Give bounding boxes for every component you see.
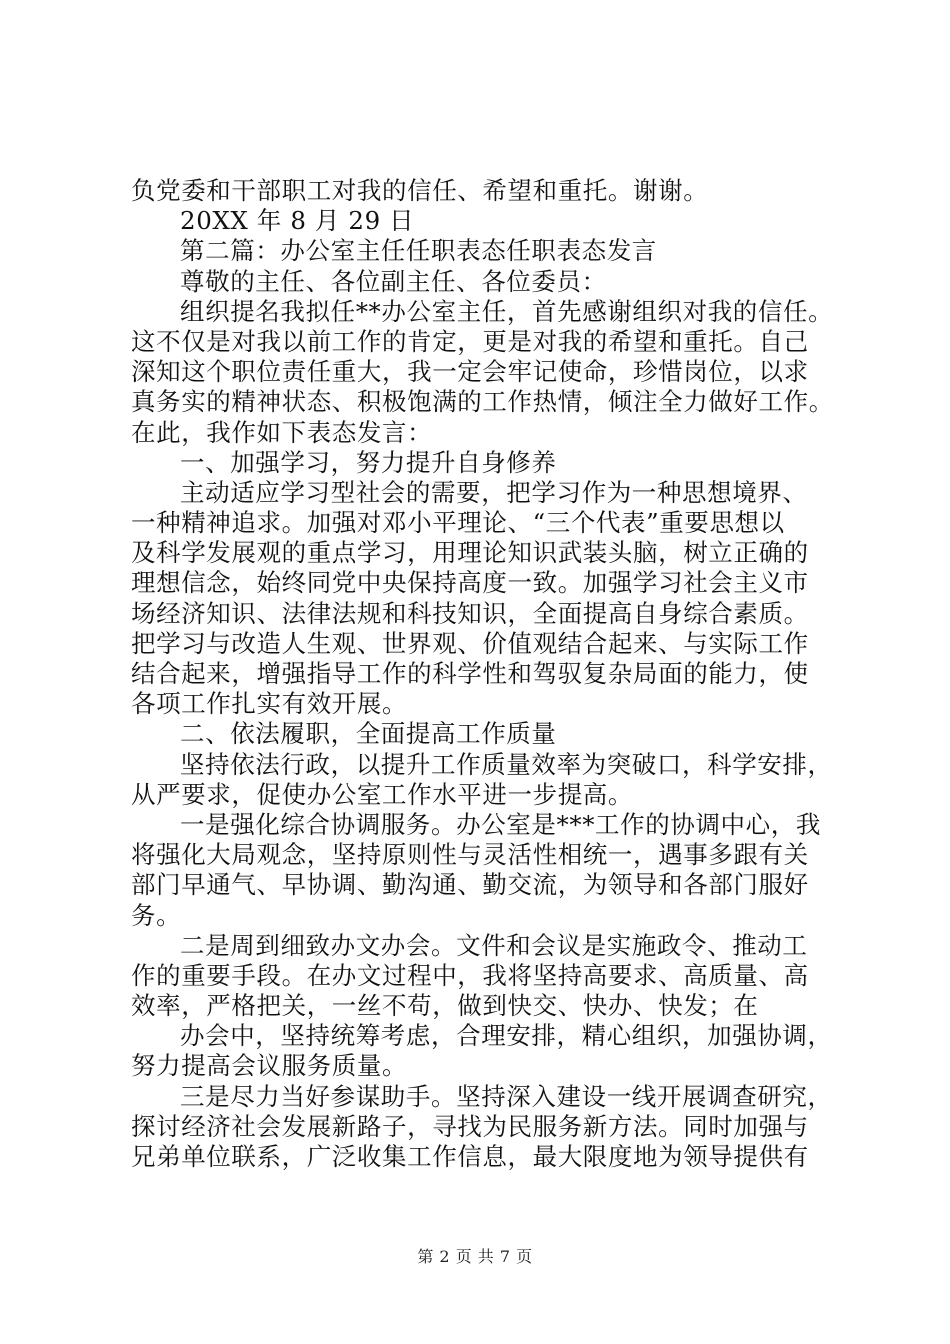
text-line: 务。 [131, 900, 182, 930]
text-line: 二、依法履职，全面提高工作质量 [180, 719, 557, 749]
text-line: 负党委和干部职工对我的信任、希望和重托。谢谢。 [131, 176, 709, 205]
text-line: 各项工作扎实有效开展。 [131, 689, 408, 719]
text-line: 把学习与改造人生观、世界观、价值观结合起来、与实际工作 [131, 628, 809, 658]
text-line: 在此，我作如下表态发言： [131, 417, 433, 447]
text-line: 尊敬的主任、各位副主任、各位委员： [180, 266, 607, 296]
text-line: 二是周到细致办文办会。文件和会议是实施政令、推动工 [180, 930, 808, 960]
text-line: 一是强化综合协调服务。办公室是***工作的协调中心，我 [180, 809, 821, 839]
text-line: 探讨经济社会发展新路子，寻找为民服务新方法。同时加强与 [131, 1111, 809, 1141]
text-line: 兄弟单位联系，广泛收集工作信息，最大限度地为领导提供有 [131, 1142, 809, 1171]
text-line: 及科学发展观的重点学习，用理论知识武装头脑，树立正确的 [131, 538, 809, 568]
text-line: 结合起来，增强指导工作的科学性和驾驭复杂局面的能力，使 [131, 659, 809, 688]
text-line: 一种精神追求。加强对邓小平理论、“三个代表”重要思想以 [131, 508, 785, 538]
text-line: 一、加强学习，努力提升自身修养 [180, 447, 557, 477]
text-line: 这不仅是对我以前工作的肯定，更是对我的希望和重托。自己 [131, 326, 809, 356]
text-line: 20XX 年 8 月 29 日 [180, 206, 415, 236]
text-line: 将强化大局观念，坚持原则性与灵活性相统一，遇事多跟有关 [131, 840, 809, 870]
text-line: 从严要求，促使办公室工作水平进一步提高。 [131, 779, 633, 809]
text-line: 努力提高会议服务质量。 [131, 1051, 408, 1081]
text-line: 组织提名我拟任**办公室主任，首先感谢组织对我的信任。 [180, 296, 834, 326]
text-line: 场经济知识、法律法规和科技知识，全面提高自身综合素质。 [131, 598, 809, 628]
text-line: 三是尽力当好参谋助手。坚持深入建设一线开展调查研究， [180, 1081, 833, 1111]
text-line: 深知这个职位责任重大，我一定会牢记使命，珍惜岗位，以求 [131, 357, 809, 387]
text-line: 作的重要手段。在办文过程中，我将坚持高要求、高质量、高 [131, 960, 809, 990]
text-line: 效率，严格把关，一丝不苟，做到快交、快办、快发；在 [131, 991, 759, 1021]
text-line: 第二篇：办公室主任任职表态任职表态发言 [180, 236, 657, 266]
text-line: 理想信念，始终同党中央保持高度一致。加强学习社会主义市 [131, 568, 809, 598]
text-line: 真务实的精神状态、积极饱满的工作热情，倾注全力做好工作。 [131, 387, 834, 417]
page-footer: 第 2 页 共 7 页 [417, 1247, 533, 1266]
text-line: 主动适应学习型社会的需要，把学习作为一种思想境界、 [180, 477, 808, 507]
text-line: 坚持依法行政，以提升工作质量效率为突破口，科学安排， [180, 749, 833, 779]
text-line: 部门早通气、早协调、勤沟通、勤交流，为领导和各部门服好 [131, 870, 809, 900]
document-body [131, 176, 851, 1172]
text-line: 办会中，坚持统筹考虑，合理安排，精心组织，加强协调， [180, 1021, 833, 1051]
